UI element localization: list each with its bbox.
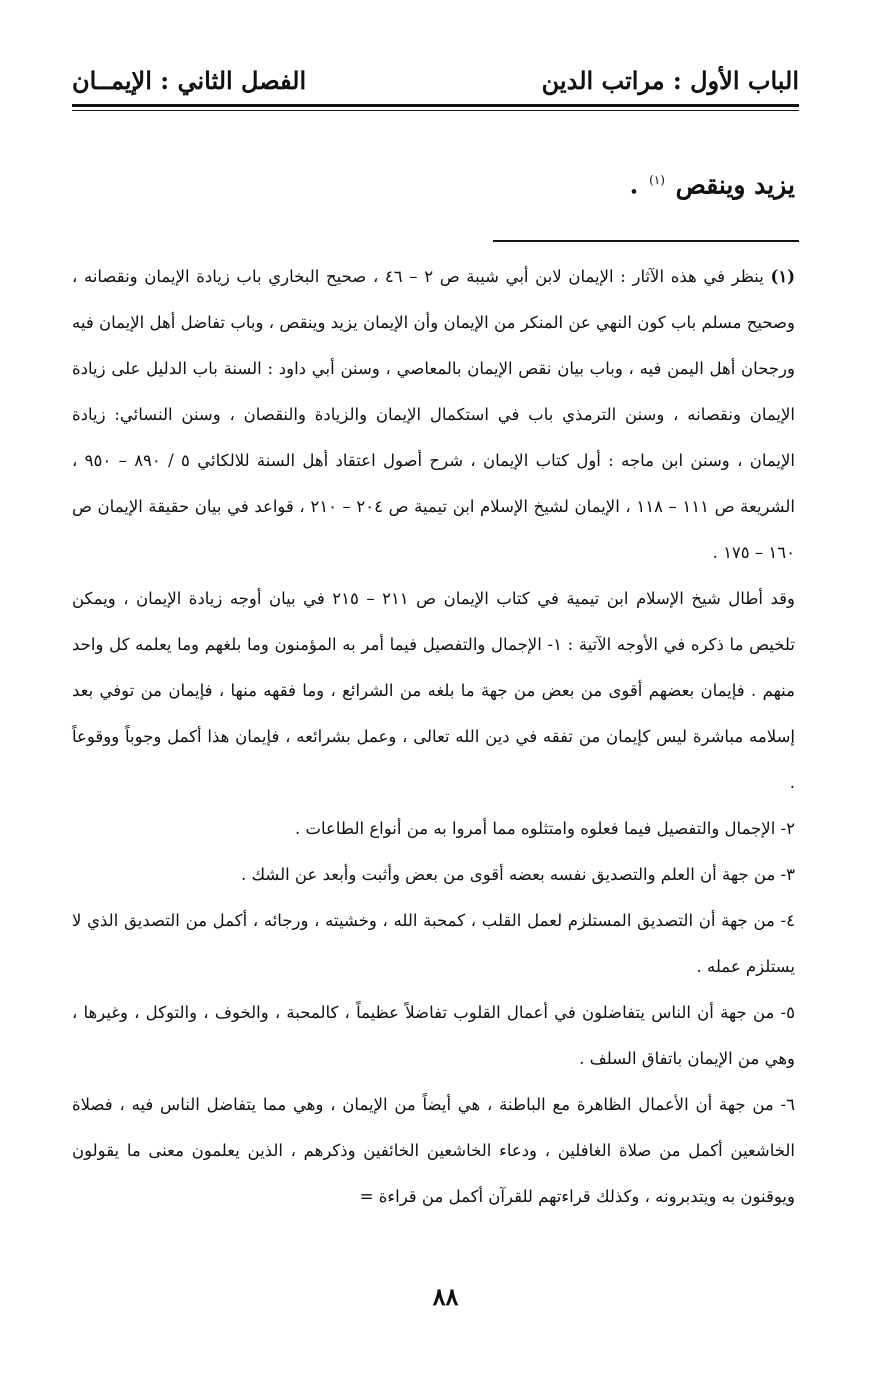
footnote-marker: (١) xyxy=(770,267,795,286)
body-sentence: يزيد وينقص xyxy=(675,170,795,200)
section-title: الفصل الثاني : الإيمــان xyxy=(72,65,307,95)
footnote-paragraph: وقد أطال شيخ الإسلام ابن تيمية في كتاب الإيمان ص ٢١١ – ٢١٥ في بيان أوجه زيادة الإيمان ، ويمكن تلخيص ما ذكره في الأوجه الآتية : ١- الإجمال والتفصيل فيما أمر به المؤمنون وما بلغهم وما يعلمه كل واحد منهم . فإيمان بعضهم أقوى من بعض من جهة ما بلغه من الشرائع ، وما فقهه منها ، فإيمان من توفي بعد إسلامه مباشرة ليس كإيمان من تفقه في دين الله تعالى ، وعمل بشرائعه ، فإيمان هذا أكمل وجوباً ووقوعاً . xyxy=(72,589,795,792)
footnote-paragraph xyxy=(72,254,795,576)
footnote-text: ينظر في هذه الآثار : الإيمان لابن أبي شيبة ص ٢ – ٤٦ ، صحيح البخاري باب زيادة الإيمان ونقصانه ، وصحيح مسلم باب كون النهي عن المنكر من الإيمان وأن الإيمان يزيد وينقص ، وباب تفاضل أهل الإيمان فيه ورجحان أهل اليمن فيه ، وباب بيان نقص الإيمان بالمعاصي ، وسنن أبي داود : السنة باب الدليل على زيادة الإيمان ونقصانه ، وسنن الترمذي باب في استكمال الإيمان والزيادة والنقصان ، وسنن النسائي: زيادة الإيمان ، وسنن ابن ماجه : أول كتاب الإيمان ، شرح أصول اعتقاد أهل السنة للالكائي ٥ / ٨٩٠ – ٩٥٠ ، الشريعة ص ١١١ – ١١٨ ، الإيمان لشيخ الإسلام ابن تيمية ص ٢٠٤ – ٢١٠ ، قواعد في بيان حقيقة الإيمان ص ١٦٠ – ١٧٥ . xyxy=(72,267,795,562)
page-header xyxy=(72,56,799,104)
chapter-title: الباب الأول : مراتب الدين xyxy=(541,65,799,95)
footnotes xyxy=(72,254,795,1220)
body-text xyxy=(630,160,795,205)
header-rule-thin xyxy=(72,110,799,111)
footnote-paragraph: ٦- من جهة أن الأعمال الظاهرة مع الباطنة ، هي أيضاً من الإيمان ، وهي مما يتفاضل الناس فيه ، فصلاة الخاشعين أكمل من صلاة الغافلين ، ودعاء الخاشعين الخائفين وذكرهم ، الذين يعلمون معنى ما يقولون ويوقنون به ويتدبرونه ، وكذلك قراءتهم للقرآن أكمل من قراءة = xyxy=(72,1095,795,1206)
page-number: ٨٨ xyxy=(432,1282,459,1311)
footnote-reference: (١) xyxy=(649,173,665,187)
body-end-punctuation: . xyxy=(629,170,639,200)
footnote-paragraph: ٣- من جهة أن العلم والتصديق نفسه بعضه أقوى من بعض وأثبت وأبعد عن الشك . xyxy=(240,865,795,884)
footnote-paragraph: ٢- الإجمال والتفصيل فيما فعلوه وامتثلوه مما أمروا به من أنواع الطاعات . xyxy=(295,819,795,838)
footnote-separator xyxy=(493,240,799,242)
header-rule xyxy=(72,104,799,107)
footnote-paragraph: ٤- من جهة أن التصديق المستلزم لعمل القلب ، كمحبة الله ، وخشيته ، ورجائه ، أكمل من التصديق الذي لا يستلزم عمله . xyxy=(72,911,795,976)
footnote-paragraph: ٥- من جهة أن الناس يتفاضلون في أعمال القلوب تفاضلاً عظيماً ، كالمحبة ، والخوف ، والتوكل ، وغيرها ، وهي من الإيمان باتفاق السلف . xyxy=(72,1003,795,1068)
